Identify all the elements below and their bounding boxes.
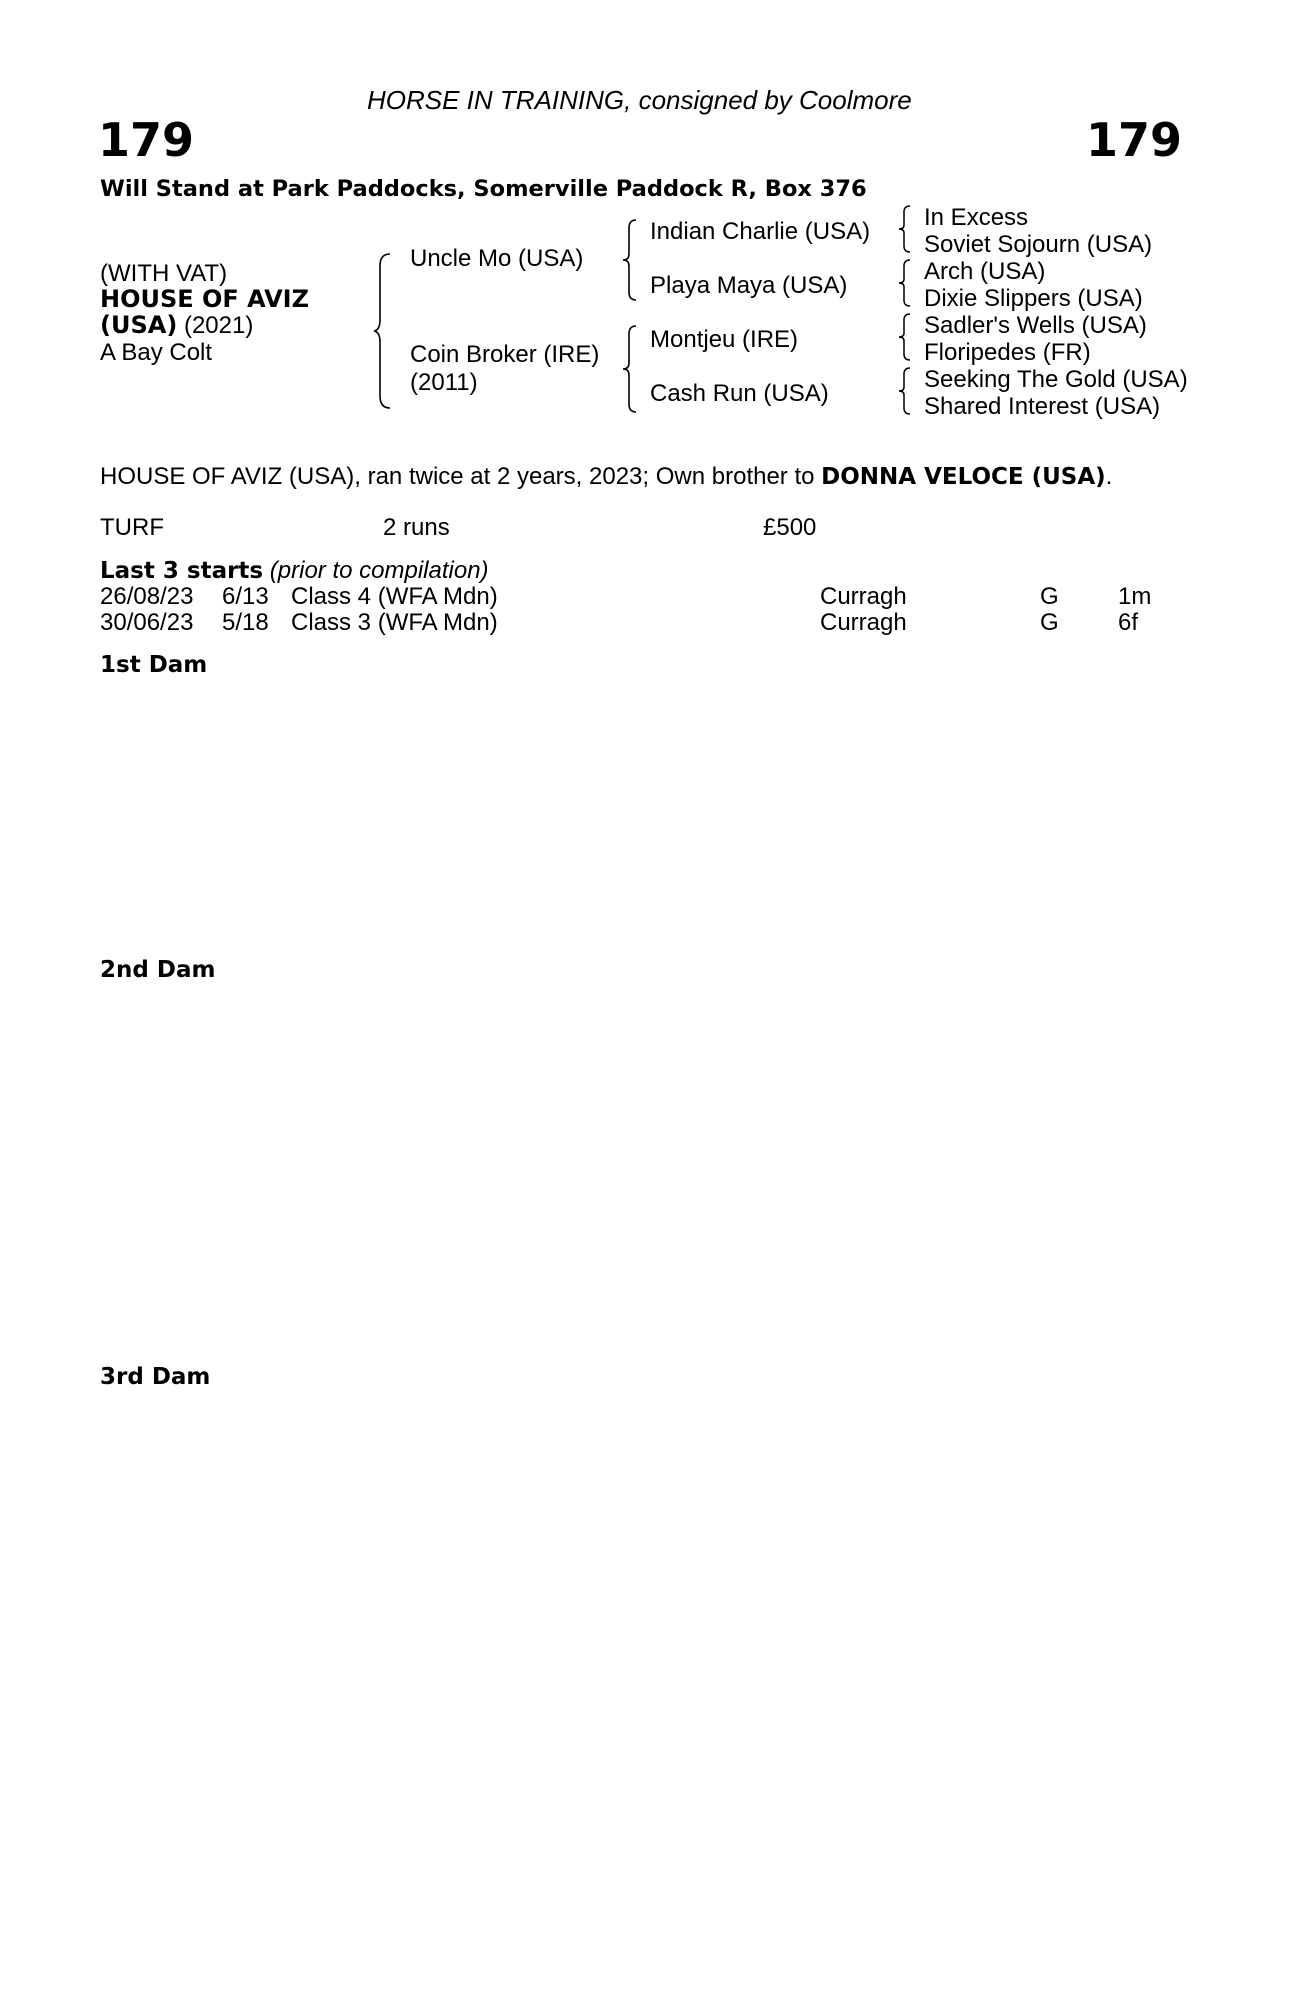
start-race: Class 3 (WFA Mdn) xyxy=(291,609,498,636)
pedigree-ddd: Shared Interest (USA) xyxy=(924,393,1161,420)
start-distance: 1m xyxy=(1118,583,1152,610)
pedigree-brace-dd xyxy=(896,366,914,416)
pedigree-sire-sire: Indian Charlie (USA) xyxy=(650,218,871,245)
summary-brother: DONNA VELOCE (USA) xyxy=(821,464,1106,490)
record-surface: TURF xyxy=(100,514,164,541)
last-starts-note: (prior to compilation) xyxy=(269,557,489,584)
first-dam-heading: 1st Dam xyxy=(100,652,208,678)
summary-text: HOUSE OF AVIZ (USA), ran twice at 2 years, 2023; Own brother to xyxy=(100,463,822,490)
pedigree-dds: Seeking The Gold (USA) xyxy=(924,366,1188,393)
pedigree-dsd: Floripedes (FR) xyxy=(924,339,1091,366)
horse-description: A Bay Colt xyxy=(100,339,213,366)
pedigree-brace-dam xyxy=(620,324,642,414)
pedigree-ssd: Soviet Sojourn (USA) xyxy=(924,231,1153,258)
pedigree-brace-sire xyxy=(620,218,642,302)
last-starts-title: Last 3 starts xyxy=(100,558,264,584)
start-course: Curragh xyxy=(820,583,907,610)
third-dam-heading: 3rd Dam xyxy=(100,1364,211,1390)
pedigree-brace-main xyxy=(372,252,394,410)
record-runs: 2 runs xyxy=(383,514,450,541)
last-starts-heading xyxy=(100,559,489,583)
pedigree-sire: Uncle Mo (USA) xyxy=(410,245,584,272)
pedigree-brace-ss xyxy=(896,204,914,254)
race-summary xyxy=(100,465,1112,489)
horse-name: HOUSE OF AVIZ xyxy=(100,285,310,313)
start-going: G xyxy=(1040,583,1059,610)
record-earnings: £500 xyxy=(763,514,817,541)
pedigree-sire-dam: Playa Maya (USA) xyxy=(650,272,848,299)
lot-number-right: 179 xyxy=(1086,113,1183,167)
pedigree-dam-dam: Cash Run (USA) xyxy=(650,380,829,407)
pedigree-brace-ds xyxy=(896,312,914,362)
summary-end: . xyxy=(1105,463,1113,490)
start-race: Class 4 (WFA Mdn) xyxy=(291,583,498,610)
horse-year: (2021) xyxy=(183,312,254,339)
start-position: 6/13 xyxy=(222,583,269,610)
start-going: G xyxy=(1040,609,1059,636)
pedigree-sds: Arch (USA) xyxy=(924,258,1046,285)
second-dam-heading: 2nd Dam xyxy=(100,957,216,983)
horse-name-line xyxy=(100,287,309,312)
pedigree-dam-year: (2011) xyxy=(410,369,478,396)
start-position: 5/18 xyxy=(222,609,269,636)
pedigree-dss: Sadler's Wells (USA) xyxy=(924,312,1147,339)
page-subtitle: HORSE IN TRAINING, consigned by Coolmore xyxy=(367,85,912,115)
start-date: 26/08/23 xyxy=(100,583,194,610)
pedigree-dam: Coin Broker (IRE) xyxy=(410,341,600,368)
start-course: Curragh xyxy=(820,609,907,636)
horse-country: (USA) xyxy=(100,311,178,339)
vat-note: (WITH VAT) xyxy=(100,260,228,287)
start-date: 30/06/23 xyxy=(100,609,194,636)
pedigree-sss: In Excess xyxy=(924,204,1029,231)
stall-location: Will Stand at Park Paddocks, Somerville Paddock R, Box 376 xyxy=(100,176,867,202)
pedigree-sdd: Dixie Slippers (USA) xyxy=(924,285,1143,312)
horse-country-year xyxy=(100,313,253,338)
lot-number-left: 179 xyxy=(98,113,195,167)
pedigree-dam-sire: Montjeu (IRE) xyxy=(650,326,799,353)
start-distance: 6f xyxy=(1118,609,1139,636)
pedigree-brace-sd xyxy=(896,258,914,308)
